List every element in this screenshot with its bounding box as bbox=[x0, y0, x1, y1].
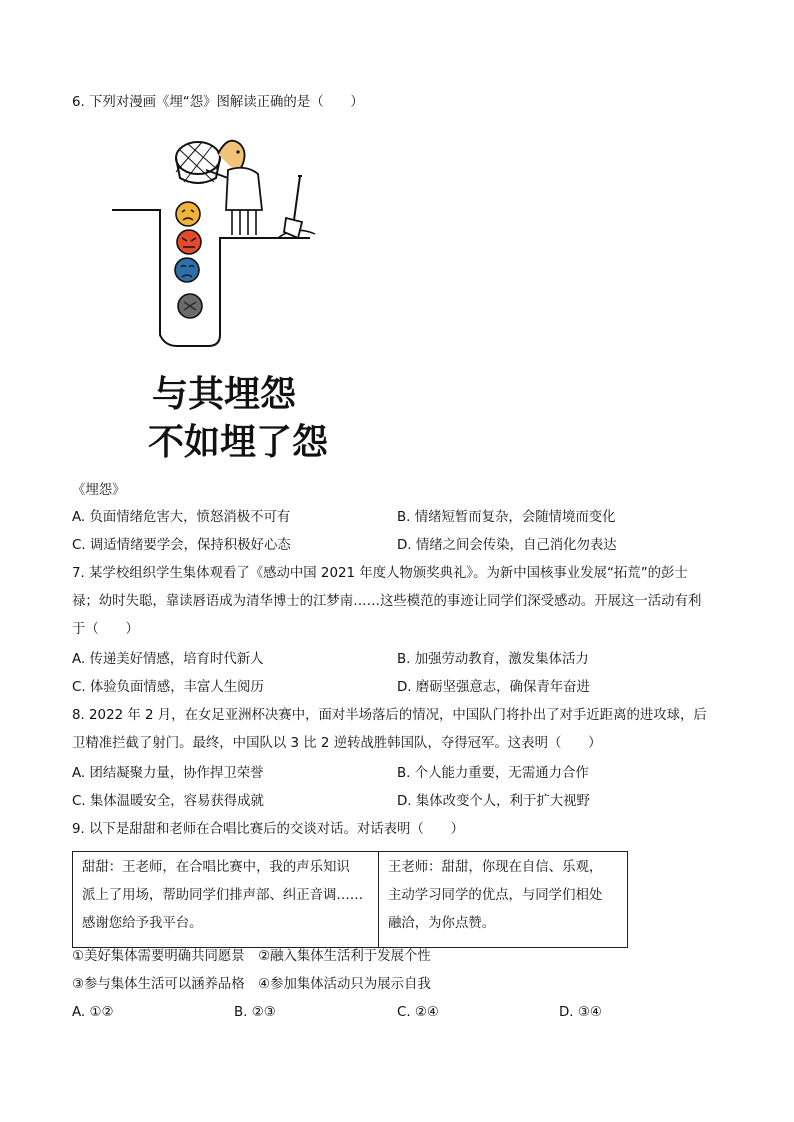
q8-stem bbox=[72, 702, 724, 758]
crying-ball bbox=[175, 258, 199, 282]
pit-outline bbox=[112, 210, 310, 346]
q6-option-a[interactable]: A. 负面情绪危害大，愤怒消极不可有 bbox=[72, 510, 291, 525]
q8-option-b[interactable]: B. 个人能力重要，无需通力合作 bbox=[397, 766, 589, 781]
cartoon-caption-line1: 与其埋怨 bbox=[152, 374, 297, 415]
q8-option-d[interactable]: D. 集体改变个人，利于扩大视野 bbox=[397, 794, 590, 809]
q8-stem-line: 卫精准拦截了射门。最终，中国队以 3 比 2 逆转战胜韩国队，夺得冠军。这表明（ ） bbox=[72, 736, 602, 751]
dialog-line: 王老师：甜甜，你现在自信、乐观， bbox=[388, 860, 603, 875]
q8-option-c[interactable]: C. 集体温暖安全，容易获得成就 bbox=[72, 794, 264, 809]
q6-option-d[interactable]: D. 情绪之间会传染，自己消化勿表达 bbox=[397, 538, 617, 553]
dialog-line: 感谢您给予我平台。 bbox=[82, 916, 203, 931]
q8-option-a[interactable]: A. 团结凝聚力量，协作捍卫荣誉 bbox=[72, 766, 264, 781]
q6-option-b[interactable]: B. 情绪短暂而复杂，会随情境而变化 bbox=[397, 510, 616, 525]
dialog-table bbox=[72, 851, 628, 948]
q7-option-c[interactable]: C. 体验负面情感，丰富人生阅历 bbox=[72, 680, 264, 695]
q7-stem-line: 禄；幼时失聪，靠读唇语成为清华博士的江梦南……这些模范的事迹让同学们深受感动。开展这一活动有利 bbox=[72, 594, 702, 609]
dialog-cell-student bbox=[73, 852, 379, 947]
q7-option-a[interactable]: A. 传递美好情感，培育时代新人 bbox=[72, 652, 264, 667]
q9-option-a[interactable]: A. ①② bbox=[72, 1005, 114, 1020]
basket-icon bbox=[176, 142, 220, 183]
q9-statements-line1: ①美好集体需要明确共同愿景 ②融入集体生活利于发展个性 bbox=[72, 949, 431, 964]
q9-option-b[interactable]: B. ②③ bbox=[234, 1005, 276, 1020]
sad-ball bbox=[176, 202, 200, 226]
q9-statements-line2: ③参与集体生活可以涵养品格 ④参加集体活动只为展示自我 bbox=[72, 977, 431, 992]
cartoon-image bbox=[110, 130, 368, 472]
q7-stem-line: 于（ ） bbox=[72, 622, 139, 637]
dialog-cell-teacher bbox=[379, 852, 627, 947]
q9-stem: 9. 以下是甜甜和老师在合唱比赛后的交谈对话。对话表明（ ） bbox=[72, 822, 464, 837]
q7-stem-line: 7. 某学校组织学生集体观看了《感动中国 2021 年度人物颁奖典礼》。为新中国核事业发展“拓荒”的彭士 bbox=[72, 566, 688, 581]
q9-option-d[interactable]: D. ③④ bbox=[559, 1005, 602, 1020]
q6-option-c[interactable]: C. 调适情绪要学会，保持积极好心态 bbox=[72, 538, 291, 553]
dialog-line: 派上了用场，帮助同学们排声部、纠正音调…… bbox=[82, 888, 364, 903]
q7-stem bbox=[72, 560, 724, 644]
q8-stem-line: 8. 2022 年 2 月，在女足亚洲杯决赛中，面对半场落后的情况，中国队门将扑出了对手近距离的进攻球，后 bbox=[72, 708, 707, 723]
dialog-line: 主动学习同学的优点，与同学们相处 bbox=[388, 888, 603, 903]
emotion-balls bbox=[175, 202, 202, 318]
q7-option-d[interactable]: D. 磨砺坚强意志，确保青年奋进 bbox=[397, 680, 590, 695]
dialog-line: 融洽，为你点赞。 bbox=[388, 916, 496, 931]
dialog-line: 甜甜：王老师，在合唱比赛中，我的声乐知识 bbox=[82, 860, 350, 875]
angry-ball bbox=[177, 230, 201, 254]
cartoon-caption-line2: 不如埋了怨 bbox=[148, 422, 329, 463]
q6-image-title: 《埋怨》 bbox=[72, 483, 126, 498]
shovel-icon bbox=[284, 176, 302, 238]
q9-option-c[interactable]: C. ②④ bbox=[397, 1005, 439, 1020]
q7-option-b[interactable]: B. 加强劳动教育，激发集体活力 bbox=[397, 652, 589, 667]
q6-stem: 6. 下列对漫画《埋“怨》图解读正确的是（ ） bbox=[72, 95, 364, 110]
